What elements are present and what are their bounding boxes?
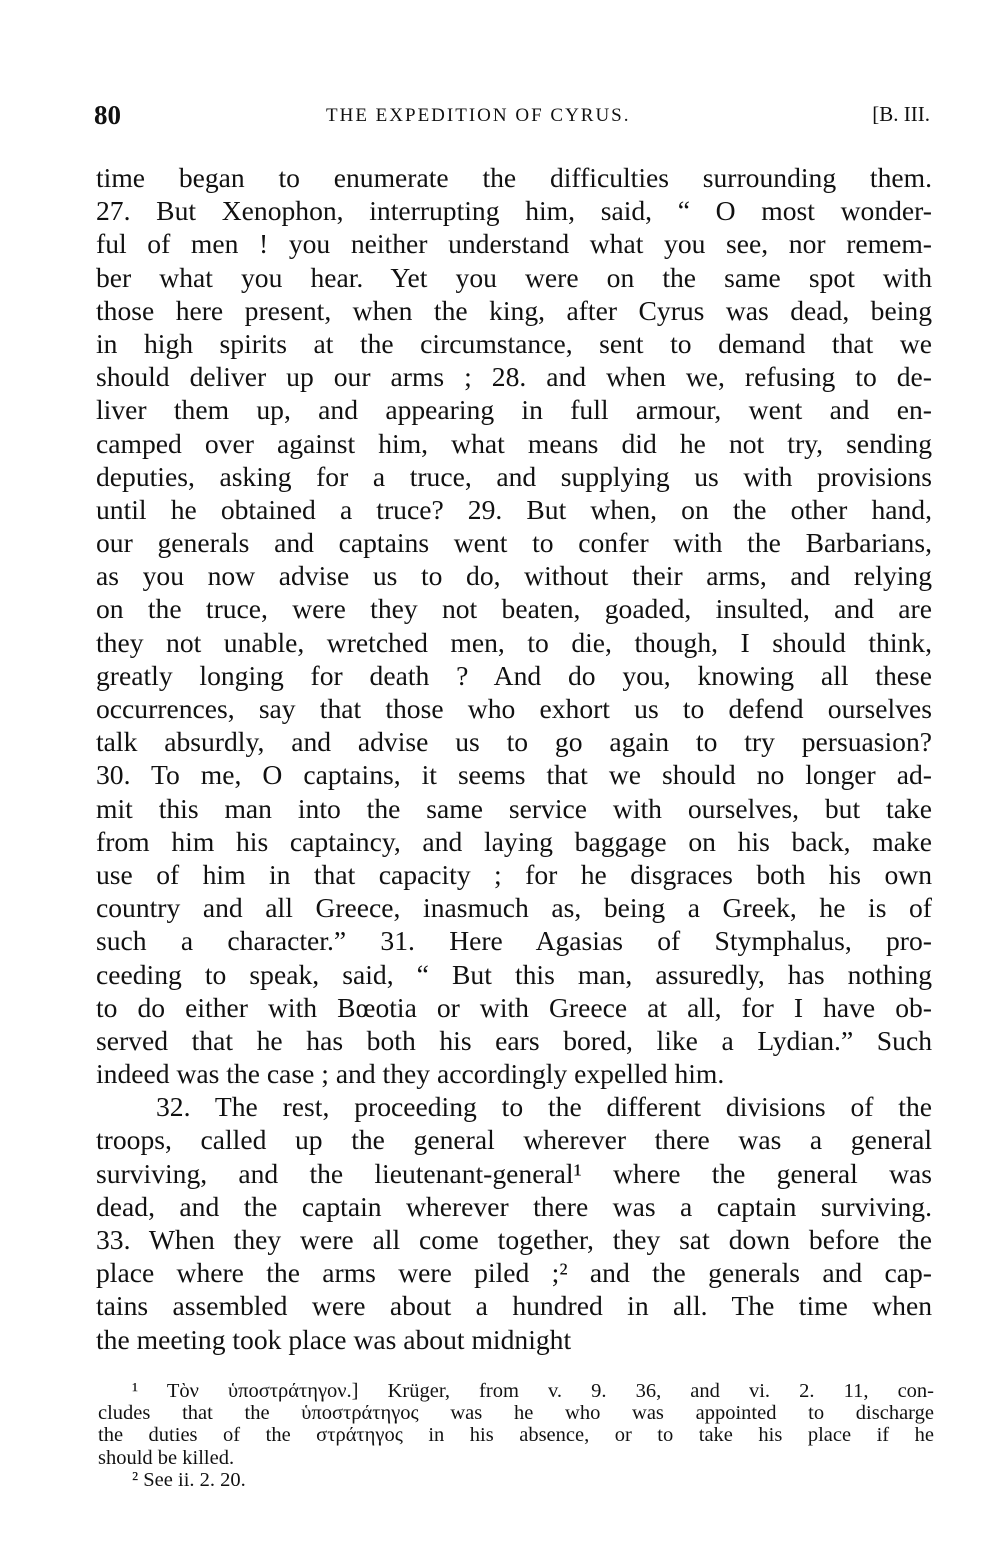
text-line: talk absurdly, and advise us to go again to try persuasion? [96,726,932,758]
text-line: mit this man into the same service with ourselves, but take [96,792,932,824]
text-line: from him his captaincy, and laying baggage on his back, make [96,825,932,857]
text-line: 32. The rest, proceeding to the different divisions of the [156,1091,932,1123]
footnote-line: ² See ii. 2. 20. [132,1468,246,1491]
text-line: time began to enumerate the difficulties surrounding them. [96,162,932,193]
text-line: on the truce, were they not beaten, goaded, insulted, and are [96,593,932,625]
footnotes [98,1380,934,1491]
text-line: until he obtained a truce? 29. But when, on the other hand, [96,493,932,525]
text-line: dead, and the captain wherever there was a captain surviving. [96,1190,932,1222]
text-line: liver them up, and appearing in full armour, went and en- [96,394,932,426]
text-line: ber what you hear. Yet you were on the same spot with [96,261,932,293]
text-line: to do either with Bœotia or with Greece at all, for I have ob- [96,991,932,1023]
text-line: those here present, when the king, after Cyrus was dead, being [96,294,932,326]
text-line: occurrences, say that those who exhort us to defend ourselves [96,693,932,724]
text-line: troops, called up the general wherever there was a general [96,1124,932,1156]
text-line: as you now advise us to do, without their arms, and relying [96,560,932,592]
footnote-line: ¹ Τὸν ὑποστράτηγον.] Krüger, from v. 9. 36, and vi. 2. 11, con- [132,1380,934,1402]
text-line: ceeding to speak, said, “ But this man, assuredly, has nothing [96,958,932,990]
text-line: in high spirits at the circumstance, sent to demand that we [96,327,932,359]
text-line: tains assembled were about a hundred in all. The time when [96,1290,932,1322]
page-number: 80 [94,100,121,130]
text-line: surviving, and the lieutenant-general¹ where the general was [96,1157,932,1189]
main-text [96,161,932,1356]
running-title: THE EXPEDITION OF CYRUS. [326,105,631,126]
book-reference: [B. III. [872,102,930,126]
text-line: 33. When they were all come together, they sat down before the [96,1224,932,1255]
text-line: use of him in that capacity ; for he disgraces both his own [96,858,932,890]
text-line: they not unable, wretched men, to die, though, I should think, [96,626,932,658]
text-line: greatly longing for death ? And do you, knowing all these [96,659,932,691]
text-line: deputies, asking for a truce, and supplying us with provisions [96,460,932,492]
text-line: the meeting took place was about midnight [96,1323,572,1355]
footnote-line: should be killed. [98,1446,235,1469]
text-line: 30. To me, O captains, it seems that we should no longer ad- [96,759,932,791]
text-line: such a character.” 31. Here Agasias of Stymphalus, pro- [96,925,932,957]
footnote-line: cludes that the ὑποστράτηγος was he who was appointed to discharge [98,1402,934,1425]
footnote-line: the duties of the στράτηγος in his absence, or to take his place if he [98,1424,934,1447]
text-line: place where the arms were piled ;² and the generals and cap- [96,1257,932,1289]
text-line: indeed was the case ; and they accordingly expelled him. [96,1058,725,1090]
text-line: 27. But Xenophon, interrupting him, said, “ O most wonder- [96,195,932,227]
page-header [94,100,934,140]
text-line: country and all Greece, inasmuch as, being a Greek, he is of [96,892,932,924]
text-line: should deliver up our arms ; 28. and when we, refusing to de- [96,361,932,393]
text-line: served that he has both his ears bored, like a Lydian.” Such [96,1024,932,1056]
text-line: ful of men ! you neither understand what you see, nor remem- [96,228,932,260]
text-line: camped over against him, what means did he not try, sending [96,427,932,459]
text-line: our generals and captains went to confer with the Barbarians, [96,527,932,559]
